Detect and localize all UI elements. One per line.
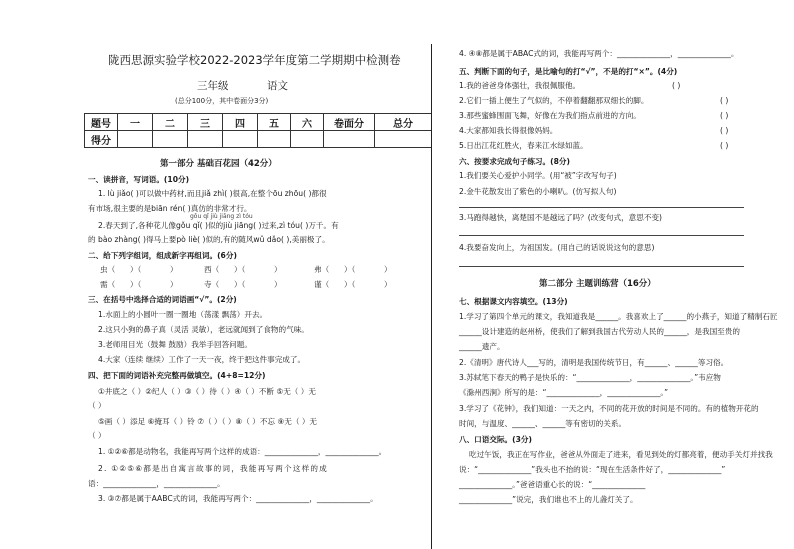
score-cell: 二 [153,114,188,131]
q2-blank: ）（ [344,280,356,289]
q5-answer-paren[interactable]: ( ) [720,126,729,135]
score-table [84,113,432,148]
q2-blank: ） [274,280,282,289]
answer-line[interactable] [459,266,744,267]
q7-line: 2.《清明》唐代诗人___写的，清明是我国传统节日，有______、______等习俗。 [459,358,729,367]
q7-line: 《滁州西涧》所写的是：“______________，______________。” [459,388,669,397]
answer-line[interactable] [459,235,744,236]
q7-line: 时间，与温度、______、______等有密切的关系。 [459,419,627,428]
q5-item: 1.我的爸爸身体强壮，我很佩服他。 [459,81,581,90]
score-input-cell[interactable] [188,131,223,148]
q4-line: ①井底之（ ）②纪人（ ）③（ ）待（ ）④（ ）不断 ⑤无（ ）无 [98,387,316,396]
q2-char: 需（ [100,280,116,289]
q5-answer-paren[interactable]: ( ) [720,111,729,120]
q5-item: 2.它们一插上便生了气似的，不停着翻翻那双细长的脚。 [459,96,649,105]
score-cell: 得分 [85,131,118,148]
q2-blank: ）（ [234,280,246,289]
score-table-header-row [85,114,432,131]
q7-line: ______设计建造的赵州桥，使我们了解到我国古代劳动人民的______，是我国至贵的 [459,327,740,336]
q6-line: 4.我要奋发向上，为祖国发。(用自己的话说说这句的意思) [459,243,655,252]
q2-blank: ）（ [130,265,142,274]
q8-line: 吃过午饭，我正在写作业，爸爸从外面走了进来，看见到处的灯都亮着，便动手关灯并找我 [469,450,773,459]
q7-line: 3.学习了《花钟》，我们知道：一天之内，不同的花开放的时间是不同的。有的植物开花的 [459,404,759,413]
score-cell: 四 [223,114,258,131]
score-cell: 六 [291,114,324,131]
q6-line: 1.我们要关心爱护小同学。(用“被”字改写句子) [459,171,617,180]
q3-line: 4.大家（连续 继续）工作了一天一夜，终于把这件事完成了。 [98,355,306,364]
q2-char: 虫（ [100,265,116,274]
score-input-cell[interactable] [258,131,291,148]
score-input-cell[interactable] [153,131,188,148]
q5-item: 5.日出江花红胜火，春来江水绿如蓝。 [459,141,588,150]
q4-title: 四、把下面的词语补充完整再做填空。(4+8=12分) [88,371,266,380]
q3-title: 三、在括号中选择合适的词语画“√”。(2分) [88,295,237,304]
q5-answer-paren[interactable]: ( ) [720,96,729,105]
q7-line: 3.苏轼笔下春天的鸭子是快乐的：“______________，______________。”韦应物 [459,373,721,382]
part1-title: 第一部分 基础百花园（42分） [160,159,277,169]
q8-title: 八、口语交际。(3分) [459,435,532,444]
score-info: (总分100分，其中卷面分3分) [175,97,269,105]
q8-line: ______________”说完，我们谁也不上的儿盏灯关了。 [459,495,638,504]
q5-item: 3.那些蜜蜂围面飞舞，好像在为我们指点前进的方向。 [459,111,641,120]
q2-blank: ）（ [344,265,356,274]
q7-line: ______遗产。 [459,342,505,351]
q1-line: 有市场,很主要的是biān rén( )真仿的非常才行。 [88,204,252,213]
q5-title: 五、判断下面的句子，是比喻句的打“√”，不是的打“×”。(4分) [459,67,678,76]
q5-item: 4.大家都知我长得很像妈妈。 [459,126,558,135]
q2-char: 西（ [204,265,220,274]
answer-line[interactable] [459,207,744,208]
q4-line: ⑤画（ ）添足 ⑥掩耳（ ）铃 ⑦（ ）（ ）⑧（ ）不忘 ⑨无（ ）无 [98,417,318,426]
q7-line: 1.学习了第四个单元的课文，我知道我是______。我喜欢上了______的小燕子，知道了精制石匠 [459,312,778,321]
q4-line: 1. ①②⑥都是动物名，我能再写两个这样的成语：______________，______________。 [98,447,387,456]
exam-title: 陇西思源实验学校2022-2023学年度第二学期期中检测卷 [108,53,401,67]
q7-title: 七、根据课文内容填空。(13分) [459,297,568,306]
subject-label: 语文 [267,80,288,92]
score-cell: 题号 [85,114,118,131]
q5-answer-paren[interactable]: ( ) [672,81,681,90]
score-input-cell[interactable] [375,131,432,148]
q2-blank: ）（ [130,280,142,289]
grade-label: 三年级 [197,80,229,92]
q2-blank: ） [170,265,178,274]
q3-line: 1.水面上的小圆叶一圈一圈地（荡漾 飘荡）开去。 [98,310,268,319]
q1-title: 一、读拼音，写词语。(10分) [88,175,190,184]
q2-blank: ） [384,265,392,274]
q2-blank: ） [274,265,282,274]
part2-title: 第二部分 主题训练营（16分） [539,279,656,289]
score-cell: 三 [188,114,223,131]
q4-line: 2. ①②⑤⑥都是出自寓言故事的词，我能再写两个这样的成 [98,464,328,473]
q2-row-2 [100,281,392,289]
q2-char: 谨（ [314,280,330,289]
q2-row-1 [100,266,392,274]
q2-title: 二、给下列字组词，组成新字再组词。(6分) [88,251,237,260]
q1-line: 的 bào zhàng( )得马上要pò liè( )似的,有的随风wǔ dǎo( ),美丽极了。 [88,235,330,244]
column-divider [431,44,432,549]
score-cell: 五 [258,114,291,131]
q4-line: 3. ③⑦都是属于AABC式的词，我能再写两个：______________，______________。 [98,494,378,503]
q6-line: 3.马跑得越快，离楚国不是越远了吗？(改变句式，意思不变) [459,213,663,222]
q2-blank: ） [170,280,178,289]
q3-line: 2.这只小狗的鼻子真（灵活 灵敏），老远就闻到了食物的气味。 [98,325,309,334]
q2-char: 寺（ [204,280,220,289]
score-input-cell[interactable] [324,131,375,148]
q1-line: 1. lù jiǎo( )可以做中药材,而且jiǎ zhì( )很高,在整个ōu zhōu( )都很 [98,189,327,198]
q6-line: 2.金牛花散发出了紫色的小喇叭。(仿写拟人句) [459,187,617,196]
q2-blank: ） [384,280,392,289]
score-input-cell[interactable] [118,131,153,148]
q2-blank: ）（ [234,265,246,274]
q4-line: （ ） [88,431,106,440]
q4-line: 语：______________，______________。 [88,479,225,488]
q4-line: （ ） [88,401,106,410]
score-cell: 卷面分 [324,114,375,131]
r-line: 4. ④⑧都是属于ABAC式的词，我能再写两个：______________，______________。 [459,49,739,58]
q3-line: 3.老师用目光（鼓舞 鼓励）我举手回答问题。 [98,340,252,349]
q5-answer-paren[interactable]: ( ) [720,141,729,150]
q6-title: 六、按要求完成句子练习。(8分) [459,157,570,166]
q8-line: 说：“______________”我头也不抬的说：“现在生活条件好了，______________” [459,465,726,474]
score-input-cell[interactable] [223,131,258,148]
q1-line: 2.春天到了,各种花儿像gǒu qǐ( )似的jiù jiāng( )过来,zì tóu( )万千。有 [98,221,339,230]
q8-line: ______________。”爸爸语重心长的说：“______________ [459,480,646,489]
score-cell: 一 [118,114,153,131]
score-cell: 总分 [375,114,432,131]
q1-pinyin: gǒu qǐ jiù jiāng zì tóu [190,213,253,220]
score-input-cell[interactable] [291,131,324,148]
score-table-score-row [85,131,432,148]
q2-char: 弗（ [314,265,330,274]
